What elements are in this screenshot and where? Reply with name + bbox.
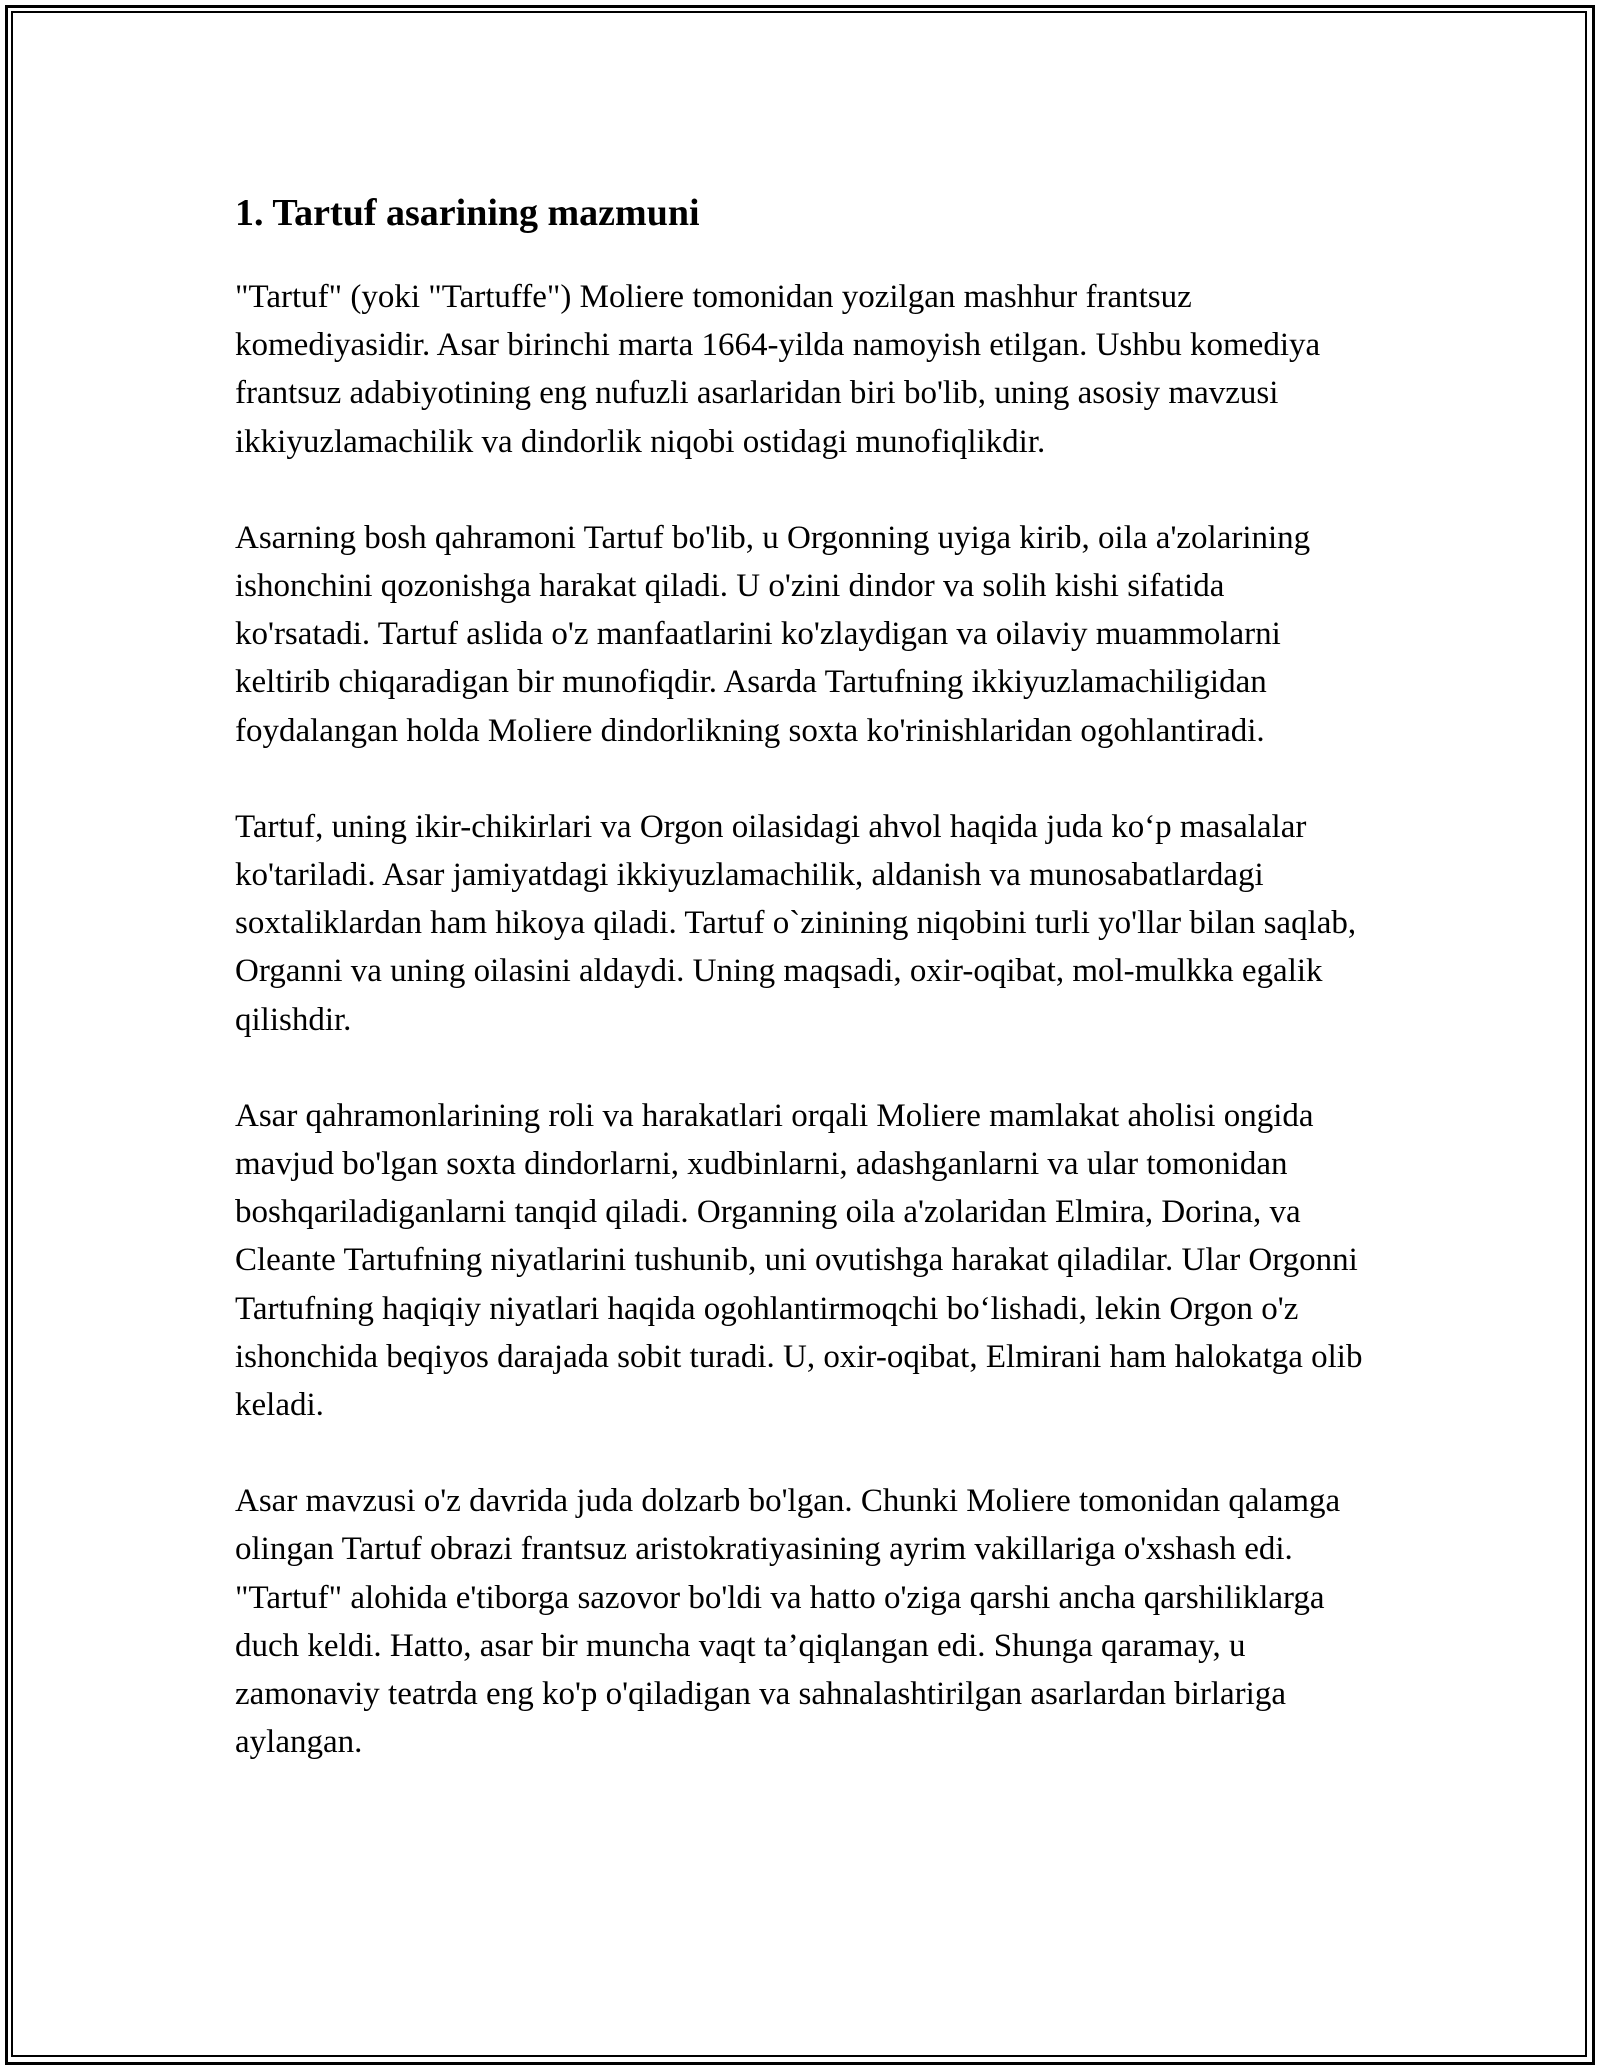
paragraph-plot: Tartuf, uning ikir-chikirlari va Orgon oilasidagi ahvol haqida juda ko‘p masalalar ko'tariladi. Asar jamiyatdagi ikkiyuzlamachilik, aldanish va munosabatlardagi soxtaliklardan ham hikoya qiladi. Tartuf o`zinining niqobini turli yo'llar bilan saqlab, Organni va uning oilasini aldaydi. Uning maqsadi, oxir-oqibat, mol-mulkka egalik qilishdir. bbox=[235, 808, 1357, 1038]
paragraph-intro: "Tartuf" (yoki "Tartuffe") Moliere tomonidan yozilgan mashhur frantsuz komediyasidir. Asar birinchi marta 1664-yilda namoyish etilgan. Ushbu komediya frantsuz adabiyotining eng nufuzli asarlaridan biri bo'lib, uning asosiy mavzusi ikkiyuzlamachilik va dindorlik niqobi ostidagi munofiqlikdir. bbox=[235, 279, 1321, 460]
paragraph-criticism: Asar qahramonlarining roli va harakatlari orqali Moliere mamlakat aholisi ongida mavjud bo'lgan soxta dindorlarni, xudbinlarni, adashganlarni va ular tomonidan boshqariladiganlarni tanqid qiladi. Organning oila a'zolaridan Elmira, Dorina, va Cleante Tartufning niyatlarini tushunib, uni ovutishga harakat qiladilar. Ular Orgonni Tartufning haqiqiy niyatlari haqida ogohlantirmoqchi bo‘lishadi, lekin Orgon o'z ishonchida beqiyos darajada sobit turadi. U, oxir-oqibat, Elmirani ham halokatga olib keladi. bbox=[235, 1097, 1363, 1424]
section-heading: 1. Tartuf asarining mazmuni bbox=[235, 192, 700, 234]
document-body bbox=[235, 185, 1365, 1814]
paragraph-relevance: Asar mavzusi o'z davrida juda dolzarb bo'lgan. Chunki Moliere tomonidan qalamga olingan Tartuf obrazi frantsuz aristokratiyasining ayrim vakillariga o'xshash edi. "Tartuf" alohida e'tiborga sazovor bo'ldi va hatto o'ziga qarshi ancha qarshiliklarga duch keldi. Hatto, asar bir muncha vaqt ta’qiqlangan edi. Shunga qaramay, u zamonaviy teatrda eng ko'p o'qiladigan va sahnalashtirilgan asarlardan birlariga aylangan. bbox=[235, 1483, 1341, 1761]
paragraph-main-character: Asarning bosh qahramoni Tartuf bo'lib, u Orgonning uyiga kirib, oila a'zolarining ishonchini qozonishga harakat qiladi. U o'zini dindor va solih kishi sifatida ko'rsatadi. Tartuf aslida o'z manfaatlarini ko'zlaydigan va oilaviy muammolarni keltirib chiqaradigan bir munofiqdir. Asarda Tartufning ikkiyuzlamachiligidan foydalangan holda Moliere dindorlikning soxta ko'rinishlaridan ogohlantiradi. bbox=[235, 519, 1311, 749]
